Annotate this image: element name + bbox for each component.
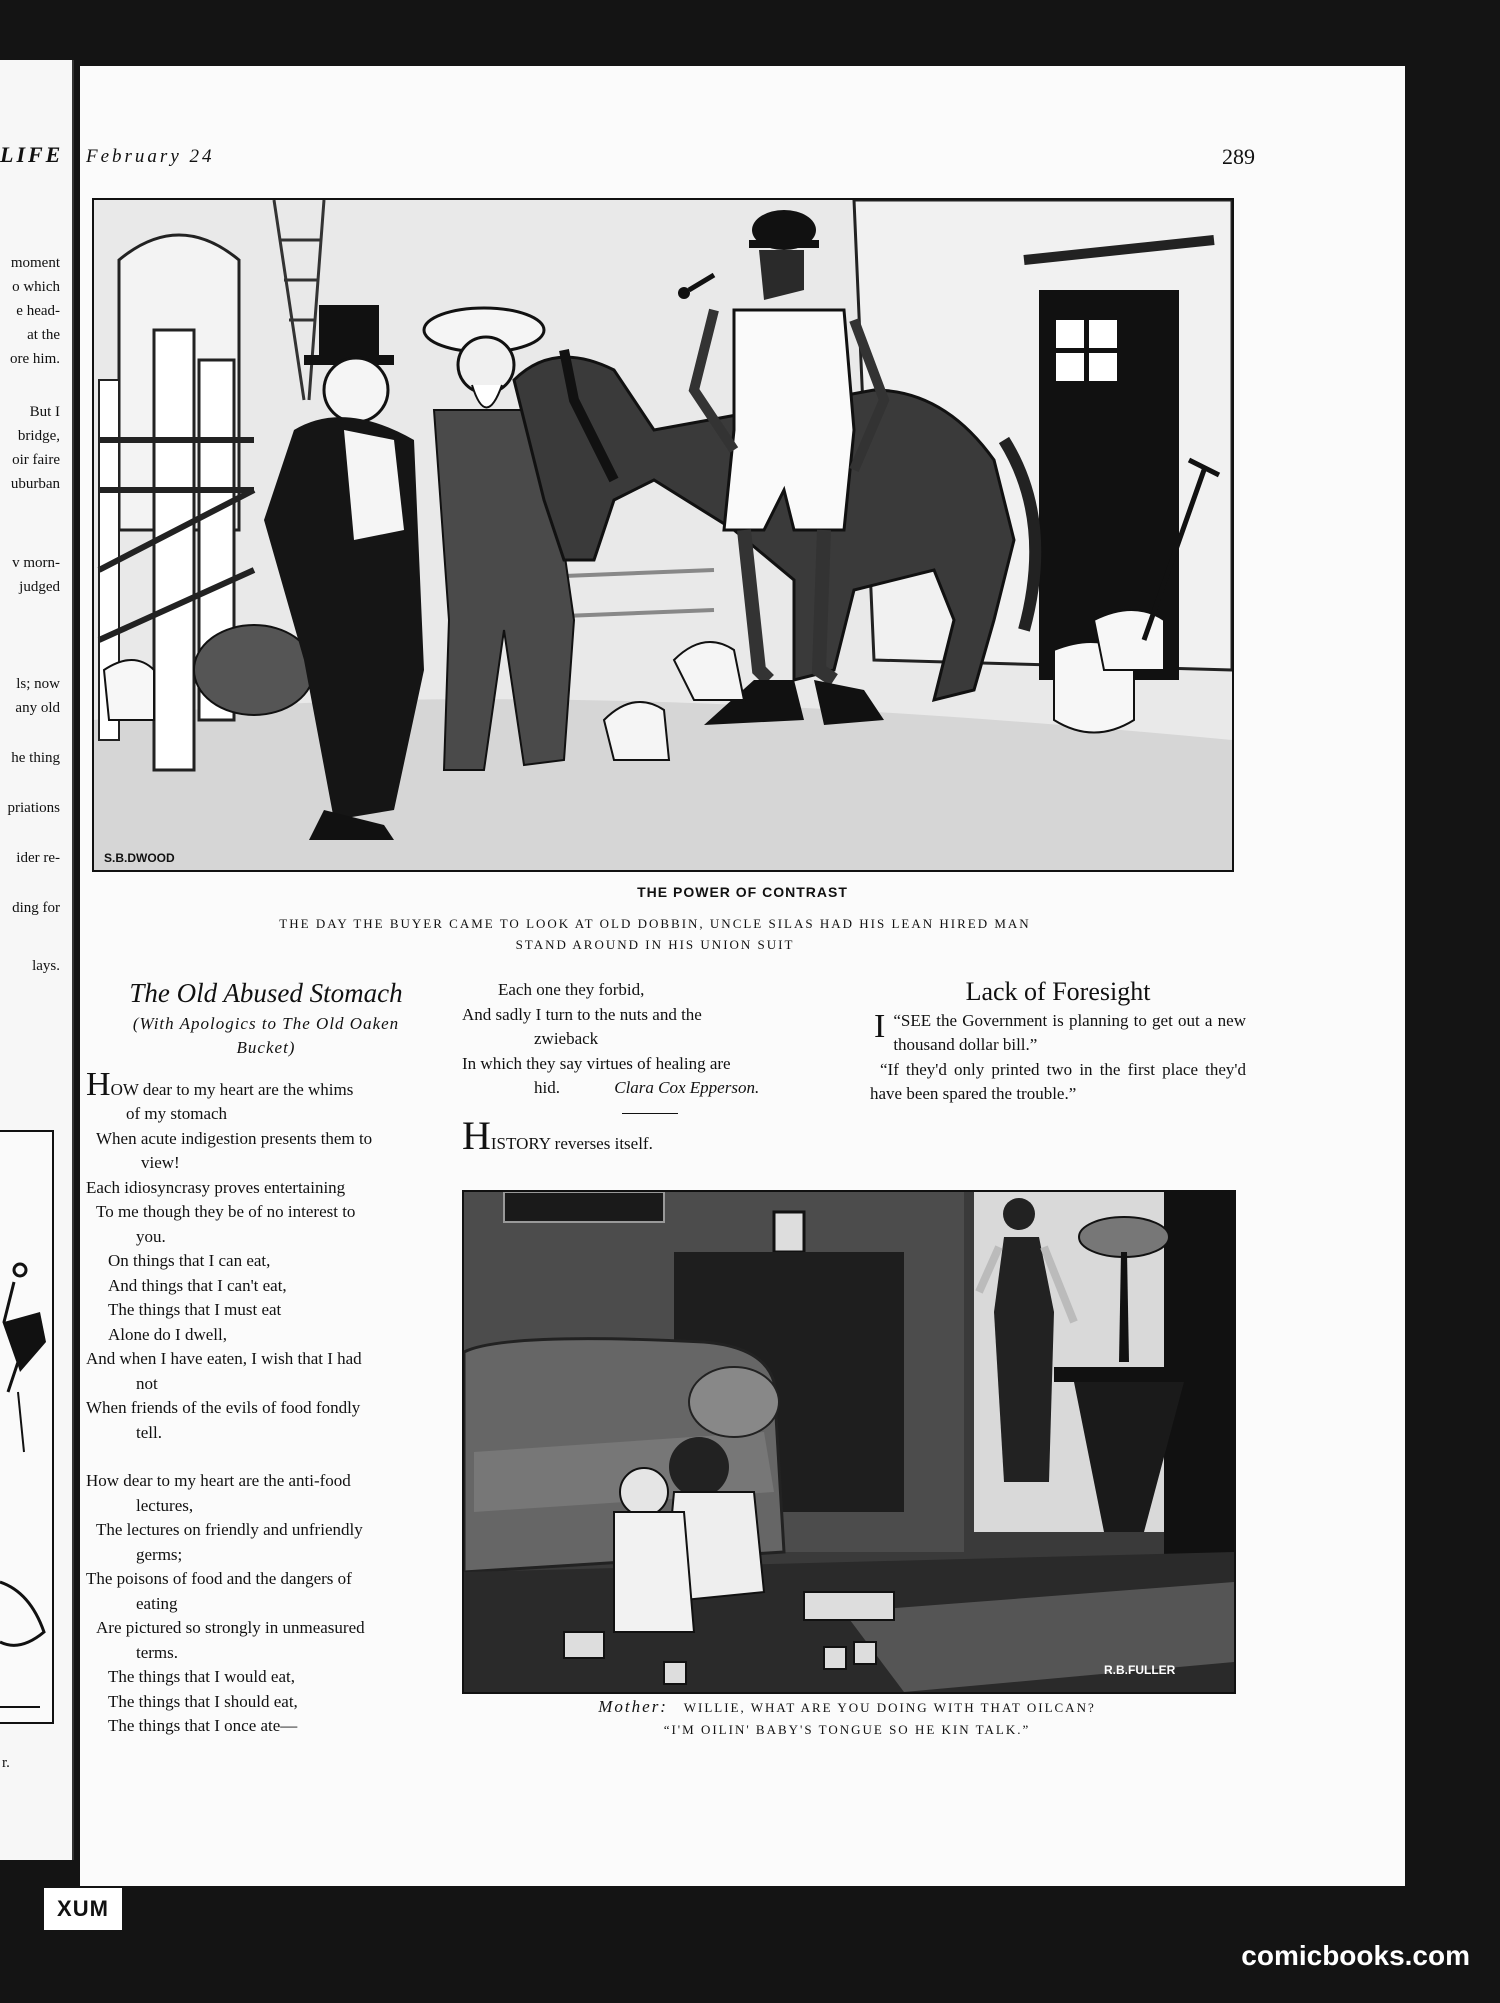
left-text-fragment: any old (15, 700, 60, 716)
poem-line: not (136, 1373, 158, 1393)
left-text-fragment: ding for (12, 900, 60, 916)
poem-line: The poisons of food and the dangers of (86, 1569, 352, 1588)
left-text-fragment: v morn- (12, 555, 60, 571)
foresight-column (870, 977, 1246, 1107)
history-paragraph (462, 1112, 840, 1158)
left-text-fragment: But I (29, 404, 60, 420)
drop-cap: H (86, 1065, 111, 1103)
caption-line: “I'M OILIN' BABY'S TONGUE SO HE KIN TALK.” (663, 1722, 1031, 1737)
running-head: February 24 (86, 146, 215, 167)
poem-subtitle-line: Bucket) (236, 1038, 296, 1057)
left-text-fragment: e head- (16, 303, 60, 319)
poem-line: In which they say virtues of healing are (462, 1053, 731, 1073)
middle-column (462, 978, 840, 1156)
left-text-fragment: oir faire (12, 452, 60, 468)
divider (622, 1113, 678, 1114)
poem-line: Are pictured so strongly in unmeasured (96, 1618, 365, 1637)
poem-line: terms. (136, 1642, 179, 1662)
left-text-fragment: he thing (11, 750, 60, 766)
caption-line (462, 1696, 1232, 1719)
poem-line: The things that I should eat, (108, 1691, 298, 1711)
poem-subtitle (86, 1012, 446, 1061)
poem-column (86, 978, 446, 1739)
poem-signature: Clara Cox Epperson. (614, 1078, 760, 1097)
left-page-edge (0, 60, 74, 1860)
foresight-text: SEE the Government is planning to get out a new thousand dollar bill.” (893, 1010, 1246, 1054)
poem-line: tell. (136, 1422, 162, 1442)
poem-line: To me though they be of no interest to (96, 1202, 356, 1221)
poem-line-text: OW dear to my heart are the whims (110, 1079, 354, 1099)
poem-line: The things that I must eat (108, 1300, 282, 1319)
history-text: ISTORY reverses itself. (490, 1133, 653, 1153)
parlor-scene-drawing (464, 1192, 1234, 1692)
watermark: comicbooks.com (1241, 1940, 1470, 1971)
drop-cap: H (462, 1112, 491, 1158)
left-text-fragment: priations (7, 800, 60, 816)
poem-line: Alone do I dwell, (108, 1324, 227, 1344)
left-cartoon-fragment (0, 1130, 54, 1724)
poem-title: The Old Abused Stomach (129, 978, 403, 1008)
open-quote: “ (893, 1010, 901, 1030)
left-text-fragment: r. (2, 1755, 10, 1771)
farm-cartoon-illustration (92, 198, 1234, 872)
speaker-label: Mother: (598, 1697, 668, 1716)
illustrator-signature: S.B.DWOOD (104, 851, 175, 865)
magazine-page (80, 66, 1405, 1886)
foresight-title: Lack of Foresight (965, 977, 1151, 1006)
poem-line: view! (141, 1153, 180, 1172)
poem-line: germs; (136, 1544, 183, 1564)
poem-line: lectures, (136, 1495, 194, 1515)
poem-line-text: hid. (534, 1078, 560, 1097)
poem-line: of my stomach (126, 1104, 228, 1123)
left-page-header: LIFE (0, 142, 64, 167)
left-text-fragment: judged (19, 579, 60, 595)
poem-line: you. (136, 1226, 166, 1246)
poem-line (86, 1065, 446, 1103)
page-number: 289 (1222, 144, 1255, 169)
poem-line: zwieback (534, 1029, 599, 1048)
farm-scene-drawing (94, 200, 1232, 870)
left-text-fragment: lays. (32, 958, 60, 974)
poem-line (462, 1076, 840, 1101)
poem-line: The things that I once ate— (108, 1716, 298, 1735)
left-text-fragment: ls; now (16, 676, 60, 692)
left-text-fragment: ore him. (10, 351, 60, 367)
stanza-break (86, 1445, 446, 1469)
left-text-fragment: bridge, (17, 428, 60, 444)
scan-stamp: XUM (44, 1888, 122, 1930)
left-text-fragment: at the (27, 327, 60, 343)
poem-subtitle-line: (With Apologics to The Old Oaken (132, 1013, 400, 1033)
poem-line: Each one they forbid, (498, 980, 645, 999)
foresight-paragraph: “If they'd only printed two in the first place they'd have been spared the trouble.” (870, 1059, 1246, 1103)
poem-line: And when I have eaten, I wish that I had (86, 1349, 362, 1368)
left-text-fragment: ider re- (16, 850, 60, 866)
illustrator-signature: R.B.FULLER (1104, 1663, 1176, 1677)
left-text-fragment: o which (12, 279, 60, 295)
poem-line: And sadly I turn to the nuts and the (462, 1004, 702, 1024)
foresight-paragraph (870, 1009, 1246, 1058)
drop-cap: I (874, 1007, 886, 1045)
top-cartoon-title: THE POWER OF CONTRAST (637, 884, 848, 900)
poem-line: The things that I would eat, (108, 1667, 295, 1686)
caption-text: WILLIE, WHAT ARE YOU DOING WITH THAT OILCAN? (683, 1700, 1096, 1715)
bottom-cartoon-caption (462, 1696, 1232, 1741)
caption-line: STAND AROUND IN HIS UNION SUIT (515, 937, 795, 952)
poem-line: The lectures on friendly and unfriendly (96, 1520, 363, 1539)
poem-line: And things that I can't eat, (108, 1275, 287, 1295)
poem-line: On things that I can eat, (108, 1251, 271, 1270)
left-text-fragment: moment (10, 255, 60, 271)
top-cartoon-caption (80, 913, 1230, 955)
left-text-fragment: uburban (10, 476, 60, 492)
poem-line: eating (136, 1593, 178, 1613)
poem-line: When friends of the evils of food fondly (86, 1398, 361, 1417)
parlor-cartoon-illustration (462, 1190, 1236, 1694)
caption-line: THE DAY THE BUYER CAME TO LOOK AT OLD DOBBIN, UNCLE SILAS HAD HIS LEAN HIRED MAN (279, 916, 1031, 931)
poem-line: Each idiosyncrasy proves entertaining (86, 1177, 346, 1197)
poem-line: When acute indigestion presents them to (96, 1128, 373, 1148)
poem-line: How dear to my heart are the anti-food (86, 1471, 351, 1490)
left-cartoon-drawing (0, 1132, 52, 1722)
